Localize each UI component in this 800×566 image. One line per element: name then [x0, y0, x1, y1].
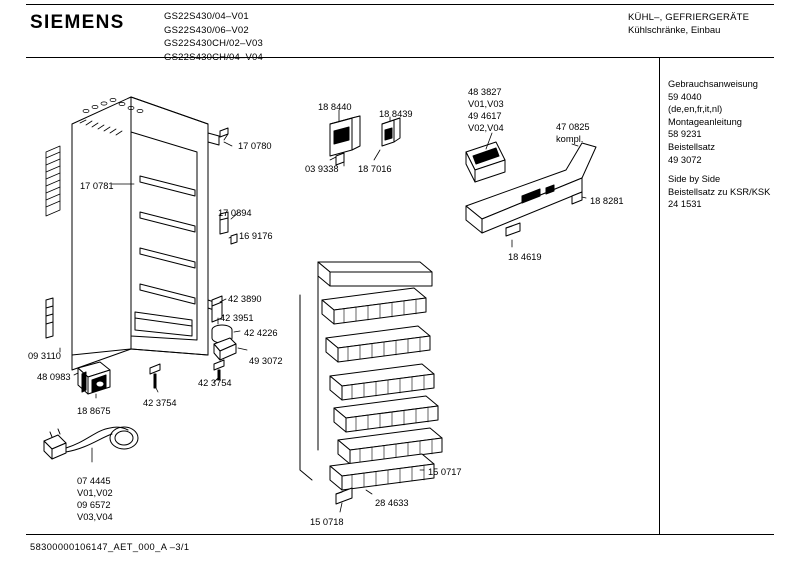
category-line-2: Kühlschränke, Einbau [628, 25, 721, 36]
callout-c-284633: 28 4633 [375, 498, 409, 508]
part-169176-clip [231, 234, 237, 244]
callout-c-423754a: 42 3754 [198, 378, 232, 388]
callout-c-188439: 18 8439 [379, 109, 413, 119]
model-line-1: GS22S430/04–V01 [164, 11, 249, 22]
callout-c-424226: 42 4226 [244, 328, 278, 338]
model-line-2: GS22S430/06–V02 [164, 24, 249, 36]
callout-c-188675: 18 8675 [77, 406, 111, 416]
callout-c-096572: 09 6572 [77, 500, 111, 510]
part-184619-clip [506, 223, 520, 236]
info-line-1: Gebrauchsanweisung [668, 79, 758, 89]
cabinet-body-illustration [46, 97, 219, 370]
callout-c-480983: 48 0983 [37, 372, 71, 382]
callout-c-170894: 17 0894 [218, 208, 252, 218]
drawing-number-footer: 58300000106147_AET_000_A –3/1 [30, 542, 190, 552]
callout-c-093110: 09 3110 [28, 351, 61, 361]
callout-c-423754b: 42 3754 [143, 398, 177, 408]
callout-c-039338: 03 9338 [305, 164, 339, 174]
model-line-3: GS22S430CH/02–V03 [164, 38, 263, 50]
info-line-5: 58 9231 [668, 129, 702, 140]
callout-c-184619: 18 4619 [508, 252, 542, 262]
callout-c-494617: 49 4617 [468, 111, 502, 121]
callout-c-493072: 49 3072 [249, 356, 283, 366]
part-074445-power-cord [44, 427, 138, 459]
basket-2 [326, 326, 430, 362]
info-line-3: (de,en,fr,it,nl) [668, 104, 723, 115]
part-188439-switch [382, 118, 400, 146]
basket-1 [322, 288, 426, 324]
callout-c-470825: 47 0825 [556, 122, 590, 132]
callout-c-v01v03: V01,V03 [468, 99, 504, 109]
callout-c-150718: 15 0718 [310, 517, 344, 527]
info-line-9: Side by Side [668, 174, 721, 185]
callout-c-150717: 15 0717 [428, 467, 462, 477]
part-480983-compressor [78, 362, 110, 394]
info-line-4: Montageanleitung [668, 116, 742, 127]
callout-c-188281: 18 8281 [590, 196, 624, 206]
basket-3 [330, 364, 434, 400]
info-line-7: 49 3072 [668, 154, 702, 165]
info-line-10: Beistellsatz zu KSR/KSK [668, 186, 771, 197]
callout-c-kompl: kompl. [556, 134, 584, 144]
callout-c-v02v04: V02,V04 [468, 123, 504, 133]
info-line-6: Beistellsatz [668, 141, 716, 152]
info-line-2: 59 4040 [668, 91, 702, 102]
callout-c-188440: 18 8440 [318, 102, 352, 112]
callout-c-483827: 48 3827 [468, 87, 502, 97]
callout-c-423951: 42 3951 [220, 313, 254, 323]
callout-c-074445: 07 4445 [77, 476, 111, 486]
category-line-1: KÜHL–, GEFRIERGERÄTE [628, 12, 750, 23]
callout-c-v01v02: V01,V02 [77, 488, 113, 498]
basket-4 [334, 396, 438, 432]
info-line-11: 24 1531 [668, 199, 702, 210]
callout-c-169176: 16 9176 [239, 231, 273, 241]
callout-c-v03v04: V03,V04 [77, 512, 113, 522]
callout-c-187016: 18 7016 [358, 164, 392, 174]
brand-logo: SIEMENS [30, 12, 125, 33]
callout-c-423890: 42 3890 [228, 294, 262, 304]
part-150718-handle [336, 488, 352, 504]
callout-c-170781: 17 0781 [80, 181, 114, 191]
part-423754-screw-b [150, 364, 160, 388]
part-483827-control-module [466, 142, 505, 182]
callout-c-170780: 17 0780 [238, 141, 272, 151]
model-line-4: GS22S430CH/04–V04 [164, 51, 263, 63]
